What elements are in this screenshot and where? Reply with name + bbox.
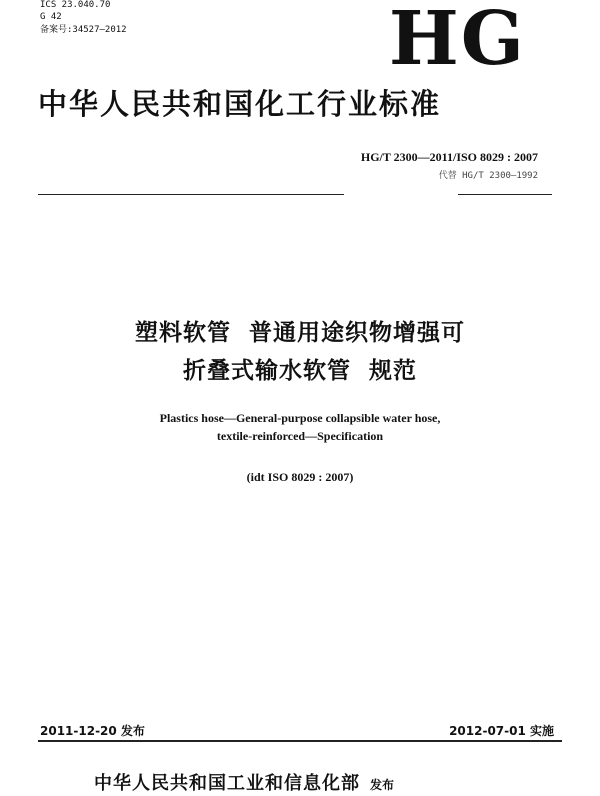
chinese-title-line-1: 塑料软管 普通用途织物增强可	[134, 320, 465, 346]
footer-rule	[38, 740, 562, 742]
implementation-date: 2012-07-01 实施	[449, 724, 554, 738]
header-rule-left	[38, 194, 344, 195]
publish-word: 发布	[370, 778, 395, 792]
issue-date: 2011-12-20 发布	[40, 724, 145, 738]
chinese-title-line-2: 折叠式输水软管 规范	[182, 358, 417, 384]
standard-number: HG/T 2300—2011/ISO 8029 : 2007	[360, 150, 538, 164]
ics-code: ICS 23.040.70	[40, 0, 111, 10]
publisher-line	[94, 769, 394, 795]
hg-logo: HG	[388, 0, 526, 82]
english-title-line-2: textile-reinforced—Specification	[216, 429, 384, 443]
header-rule-right	[458, 194, 552, 195]
publisher-name: 中华人民共和国工业和信息化部	[94, 773, 360, 794]
ccs-code: G 42	[40, 12, 62, 22]
standard-type-heading: 中华人民共和国化工行业标准	[38, 87, 442, 121]
adoption-note: (idt ISO 8029 : 2007)	[246, 470, 354, 484]
english-title-line-1: Plastics hose—General-purpose collapsible water hose,	[159, 411, 441, 425]
replaces-note: 代替 HG/T 2300—1992	[438, 171, 538, 181]
registration-number: 备案号:34527—2012	[40, 25, 127, 35]
